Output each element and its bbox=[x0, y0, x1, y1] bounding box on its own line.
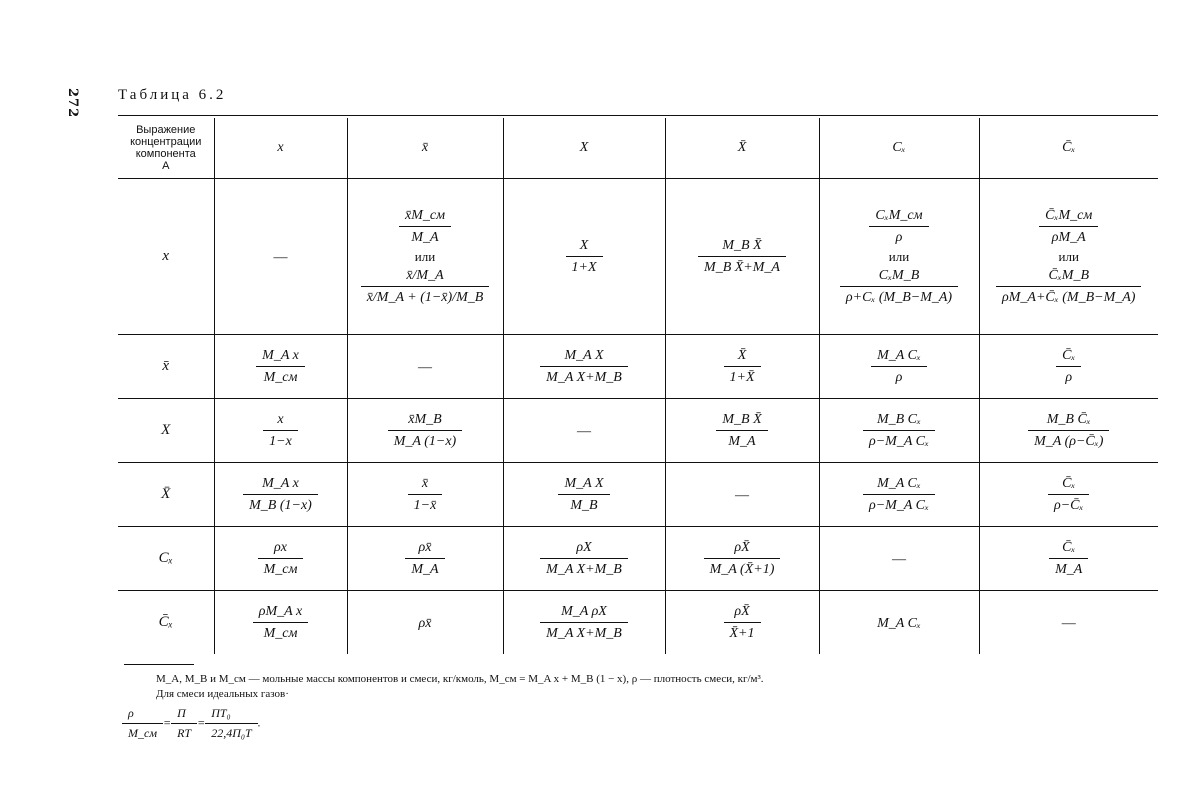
or-label: или bbox=[1058, 249, 1079, 264]
conversion-table bbox=[118, 118, 1158, 654]
cell-expression bbox=[218, 411, 344, 450]
formula-operator: . bbox=[257, 715, 261, 730]
cell-numerator: C̄ₓM_B bbox=[996, 267, 1141, 287]
cell-numerator: C̄ₓ bbox=[1048, 475, 1089, 495]
cell-expression: ρx̄ bbox=[418, 615, 432, 631]
table-cell bbox=[347, 335, 503, 399]
table-cell bbox=[665, 335, 819, 399]
table-cell bbox=[214, 463, 347, 527]
column-header: Cₓ bbox=[819, 118, 979, 179]
cell-expression bbox=[669, 539, 816, 578]
cell-denominator: M_B bbox=[570, 498, 598, 513]
formula-line bbox=[669, 603, 816, 642]
formula-line bbox=[983, 347, 1156, 386]
cell-numerator: x̄M_B bbox=[388, 411, 462, 431]
footnote-line-2: Для смеси идеальных газов· bbox=[156, 688, 289, 700]
cell-expression bbox=[507, 539, 662, 578]
cell-fraction bbox=[1048, 475, 1089, 514]
cell-denominator: M_A bbox=[411, 562, 439, 577]
cell-numerator: C̄ₓ bbox=[1049, 539, 1088, 559]
cell-denominator: ρ+Cₓ (M_B−M_A) bbox=[845, 290, 953, 305]
cell-denominator: ρM_A+C̄ₓ (M_B−M_A) bbox=[1002, 290, 1136, 305]
empty-dash: — bbox=[577, 423, 591, 439]
table-cell bbox=[503, 463, 665, 527]
cell-fraction bbox=[361, 267, 490, 306]
table-cell bbox=[347, 591, 503, 655]
footnote-rule bbox=[124, 664, 194, 665]
cell-numerator: x̄ bbox=[408, 475, 443, 495]
corner-line: А bbox=[162, 160, 170, 172]
formula-denominator: 22,4Π₀T bbox=[211, 726, 252, 740]
cell-fraction bbox=[399, 207, 451, 246]
cell-numerator: ρX̄ bbox=[704, 539, 781, 559]
or-label: или bbox=[414, 249, 436, 264]
table-cell bbox=[347, 399, 503, 463]
cell-expression bbox=[983, 347, 1156, 386]
formula-line bbox=[823, 207, 976, 246]
cell-expression bbox=[507, 603, 662, 642]
or-label: или bbox=[888, 249, 910, 264]
cell-expression bbox=[351, 411, 500, 450]
table-cell bbox=[503, 179, 665, 335]
row-label: Cₓ bbox=[118, 527, 214, 591]
footnote-line-1: M_A, M_B и M_см — мольные массы компонентов и смеси, кг/кмоль, M_см = M_A x + M_B (1 − x), ρ — плотность смеси, кг/м³. bbox=[156, 673, 764, 685]
cell-fraction bbox=[724, 347, 761, 386]
cell-fraction bbox=[558, 475, 609, 514]
cell-numerator: M_A ρX bbox=[540, 603, 628, 623]
cell-fraction bbox=[869, 207, 928, 246]
cell-numerator: CₓM_B bbox=[840, 267, 958, 287]
formula-line bbox=[351, 539, 500, 578]
formula-line bbox=[823, 411, 976, 450]
formula-numerator: ρ bbox=[122, 706, 163, 724]
cell-fraction bbox=[840, 267, 958, 306]
cell-expression bbox=[983, 539, 1156, 578]
cell-expression bbox=[669, 603, 816, 642]
cell-numerator: ρX̄ bbox=[724, 603, 761, 623]
cell-denominator: ρ−M_A Cₓ bbox=[869, 434, 929, 449]
cell-fraction bbox=[263, 411, 298, 450]
column-header: X bbox=[503, 118, 665, 179]
cell-fraction bbox=[716, 411, 767, 450]
table-row bbox=[118, 527, 1158, 591]
table-cell bbox=[214, 179, 347, 335]
cell-fraction bbox=[1028, 411, 1109, 450]
corner-line: Выражение bbox=[136, 124, 196, 136]
cell-expression bbox=[507, 237, 662, 276]
table-cell bbox=[979, 463, 1158, 527]
formula-line bbox=[351, 267, 500, 306]
table-cell bbox=[214, 527, 347, 591]
formula-denominator: RT bbox=[177, 726, 192, 740]
formula-line bbox=[218, 347, 344, 386]
cell-numerator: M_A x bbox=[256, 347, 305, 367]
formula-line bbox=[669, 539, 816, 578]
formula-numerator: ΠT₀ bbox=[205, 706, 258, 724]
table-cell bbox=[979, 335, 1158, 399]
cell-fraction bbox=[243, 475, 318, 514]
table-cell bbox=[665, 179, 819, 335]
formula-fraction bbox=[171, 706, 197, 741]
cell-fraction bbox=[256, 347, 305, 386]
cell-numerator: CₓM_см bbox=[869, 207, 928, 227]
cell-fraction bbox=[540, 603, 628, 642]
table-cell bbox=[214, 591, 347, 655]
formula-line bbox=[507, 237, 662, 276]
cell-numerator: X bbox=[566, 237, 603, 257]
cell-expression bbox=[218, 347, 344, 386]
empty-dash: — bbox=[273, 249, 288, 265]
table-top-rule bbox=[118, 115, 1158, 116]
table-cell bbox=[665, 463, 819, 527]
cell-fraction bbox=[540, 539, 628, 578]
formula-line bbox=[218, 411, 344, 450]
formula-line bbox=[983, 267, 1156, 306]
formula-line bbox=[983, 539, 1156, 578]
header-row bbox=[118, 118, 1158, 179]
row-label: C̄ₓ bbox=[158, 614, 173, 630]
column-header: C̄ₓ bbox=[979, 118, 1158, 179]
formula-line bbox=[669, 347, 816, 386]
cell-expression bbox=[823, 411, 976, 450]
table-cell bbox=[819, 399, 979, 463]
table-cell bbox=[819, 335, 979, 399]
cell-expression bbox=[218, 539, 344, 578]
cell-expression bbox=[351, 475, 500, 514]
cell-denominator: ρ bbox=[895, 370, 903, 385]
cell-fraction bbox=[704, 539, 781, 578]
table-body bbox=[118, 179, 1158, 655]
column-header: x bbox=[214, 118, 347, 179]
cell-fraction bbox=[253, 603, 308, 642]
corner-header bbox=[118, 118, 214, 179]
cell-denominator: M_A X+M_B bbox=[546, 626, 622, 641]
cell-numerator: M_B X̄ bbox=[716, 411, 767, 431]
formula-line bbox=[983, 475, 1156, 514]
cell-denominator: M_A X+M_B bbox=[546, 562, 622, 577]
cell-denominator: M_A bbox=[411, 230, 439, 245]
cell-denominator: M_A (X̄+1) bbox=[709, 562, 775, 577]
column-header: x̄ bbox=[347, 118, 503, 179]
table-cell bbox=[979, 527, 1158, 591]
empty-dash: — bbox=[418, 359, 432, 375]
cell-fraction bbox=[863, 475, 935, 514]
table-cell bbox=[979, 399, 1158, 463]
table-cell bbox=[665, 591, 819, 655]
formula-fraction bbox=[205, 706, 258, 741]
table-row bbox=[118, 335, 1158, 399]
cell-numerator: ρX bbox=[540, 539, 628, 559]
cell-fraction bbox=[408, 475, 443, 514]
table-row bbox=[118, 399, 1158, 463]
formula-line bbox=[351, 207, 500, 246]
formula-operator: = bbox=[162, 715, 172, 730]
cell-expression bbox=[983, 207, 1156, 306]
cell-numerator: ρx̄ bbox=[405, 539, 444, 559]
formula-line bbox=[507, 347, 662, 386]
cell-numerator: M_A X bbox=[558, 475, 609, 495]
cell-numerator: C̄ₓ bbox=[1056, 347, 1081, 367]
table-cell bbox=[503, 527, 665, 591]
cell-denominator: M_A X+M_B bbox=[546, 370, 622, 385]
row-label: X bbox=[118, 399, 214, 463]
empty-dash: — bbox=[735, 487, 749, 503]
formula-operator: = bbox=[197, 715, 206, 730]
cell-denominator: ρ bbox=[895, 230, 903, 245]
cell-numerator: M_B X̄ bbox=[698, 237, 786, 257]
cell-numerator: x bbox=[263, 411, 298, 431]
cell-denominator: 1−x̄ bbox=[413, 498, 437, 513]
cell-expression bbox=[823, 347, 976, 386]
cell-denominator: M_A (1−x) bbox=[393, 434, 457, 449]
formula-line bbox=[507, 539, 662, 578]
cell-denominator: 1+X̄ bbox=[729, 370, 755, 385]
cell-fraction bbox=[258, 539, 304, 578]
cell-fraction bbox=[540, 347, 628, 386]
formula-line bbox=[507, 603, 662, 642]
cell-expression bbox=[823, 475, 976, 514]
cell-numerator: M_A X bbox=[540, 347, 628, 367]
formula-line bbox=[823, 475, 976, 514]
cell-fraction bbox=[996, 267, 1141, 306]
cell-fraction bbox=[1056, 347, 1081, 386]
corner-line: компонента bbox=[135, 148, 196, 160]
cell-numerator: ρM_A x bbox=[253, 603, 308, 623]
table-title: Таблица 6.2 bbox=[118, 87, 227, 103]
table-cell bbox=[665, 527, 819, 591]
cell-expression bbox=[218, 603, 344, 642]
table-row bbox=[118, 591, 1158, 655]
cell-denominator: X̄+1 bbox=[729, 626, 755, 641]
formula-line bbox=[823, 267, 976, 306]
cell-denominator: M_см bbox=[263, 626, 298, 641]
cell-denominator: ρM_A bbox=[1051, 230, 1086, 245]
formula-line bbox=[218, 475, 344, 514]
table-cell bbox=[819, 527, 979, 591]
cell-fraction bbox=[388, 411, 462, 450]
formula-fraction bbox=[122, 706, 163, 741]
table-cell bbox=[819, 591, 979, 655]
table-cell bbox=[819, 463, 979, 527]
formula-line bbox=[218, 603, 344, 642]
cell-denominator: 1+X bbox=[571, 260, 597, 275]
cell-fraction bbox=[1049, 539, 1088, 578]
page-number: 272 bbox=[65, 88, 80, 119]
table-row bbox=[118, 179, 1158, 335]
cell-denominator: ρ−M_A Cₓ bbox=[869, 498, 929, 513]
formula-line bbox=[507, 475, 662, 514]
formula-line bbox=[983, 411, 1156, 450]
table-cell bbox=[819, 179, 979, 335]
cell-numerator: ρx bbox=[258, 539, 304, 559]
formula-line bbox=[669, 411, 816, 450]
cell-numerator: M_A Cₓ bbox=[863, 475, 935, 495]
cell-fraction bbox=[405, 539, 444, 578]
cell-expression bbox=[983, 411, 1156, 450]
cell-numerator: M_B C̄ₓ bbox=[1028, 411, 1109, 431]
formula-line bbox=[983, 207, 1156, 246]
formula-line bbox=[351, 411, 500, 450]
cell-denominator: M_A bbox=[728, 434, 756, 449]
cell-expression: M_A Cₓ bbox=[877, 615, 921, 631]
corner-line: концентрации bbox=[130, 136, 202, 148]
cell-expression bbox=[823, 207, 976, 306]
cell-denominator: M_см bbox=[263, 370, 298, 385]
cell-numerator: x̄M_см bbox=[399, 207, 451, 227]
table-cell bbox=[214, 399, 347, 463]
formula-line bbox=[823, 347, 976, 386]
formula-numerator: Π bbox=[171, 706, 197, 724]
cell-denominator: ρ−C̄ₓ bbox=[1054, 498, 1084, 513]
formula-denominator: M_см bbox=[128, 726, 157, 740]
row-label: X̄ bbox=[118, 463, 214, 527]
formula-line bbox=[669, 237, 816, 276]
cell-denominator: x̄/M_A + (1−x̄)/M_B bbox=[366, 290, 484, 305]
ideal-gas-formula bbox=[122, 706, 261, 741]
cell-numerator: X̄ bbox=[724, 347, 761, 367]
footnote bbox=[156, 672, 764, 702]
cell-fraction bbox=[566, 237, 603, 276]
table-cell bbox=[979, 591, 1158, 655]
empty-dash: — bbox=[1061, 615, 1076, 631]
cell-fraction bbox=[863, 411, 935, 450]
table-cell bbox=[503, 335, 665, 399]
cell-fraction bbox=[698, 237, 786, 276]
cell-denominator: M_B X̄+M_A bbox=[704, 260, 780, 275]
cell-fraction bbox=[871, 347, 927, 386]
table-cell bbox=[503, 591, 665, 655]
cell-fraction bbox=[724, 603, 761, 642]
cell-denominator: M_см bbox=[263, 562, 298, 577]
table-cell bbox=[347, 527, 503, 591]
table-cell bbox=[503, 399, 665, 463]
cell-numerator: x̄/M_A bbox=[361, 267, 490, 287]
cell-expression bbox=[669, 411, 816, 450]
table-cell bbox=[979, 179, 1158, 335]
cell-numerator: C̄ₓM_см bbox=[1039, 207, 1098, 227]
table-row bbox=[118, 463, 1158, 527]
cell-expression bbox=[351, 539, 500, 578]
cell-numerator: M_A Cₓ bbox=[871, 347, 927, 367]
cell-expression bbox=[983, 475, 1156, 514]
table-cell bbox=[347, 463, 503, 527]
cell-expression bbox=[507, 475, 662, 514]
cell-fraction bbox=[1039, 207, 1098, 246]
cell-numerator: M_B Cₓ bbox=[863, 411, 935, 431]
row-label: x bbox=[118, 179, 214, 335]
formula-line bbox=[218, 539, 344, 578]
table-cell bbox=[665, 399, 819, 463]
empty-dash: — bbox=[892, 551, 906, 567]
cell-expression bbox=[507, 347, 662, 386]
cell-expression bbox=[218, 475, 344, 514]
cell-denominator: 1−x bbox=[269, 434, 292, 449]
row-label: x̄ bbox=[118, 335, 214, 399]
cell-expression bbox=[669, 347, 816, 386]
cell-expression bbox=[351, 207, 500, 306]
formula-line bbox=[351, 475, 500, 514]
table-cell bbox=[347, 179, 503, 335]
column-header: X̄ bbox=[665, 118, 819, 179]
cell-denominator: M_A (ρ−C̄ₓ) bbox=[1034, 434, 1104, 449]
cell-denominator: ρ bbox=[1065, 370, 1073, 385]
cell-numerator: M_A x bbox=[243, 475, 318, 495]
cell-denominator: M_B (1−x) bbox=[249, 498, 312, 513]
cell-expression bbox=[669, 237, 816, 276]
table-cell bbox=[214, 335, 347, 399]
cell-denominator: M_A bbox=[1055, 562, 1083, 577]
